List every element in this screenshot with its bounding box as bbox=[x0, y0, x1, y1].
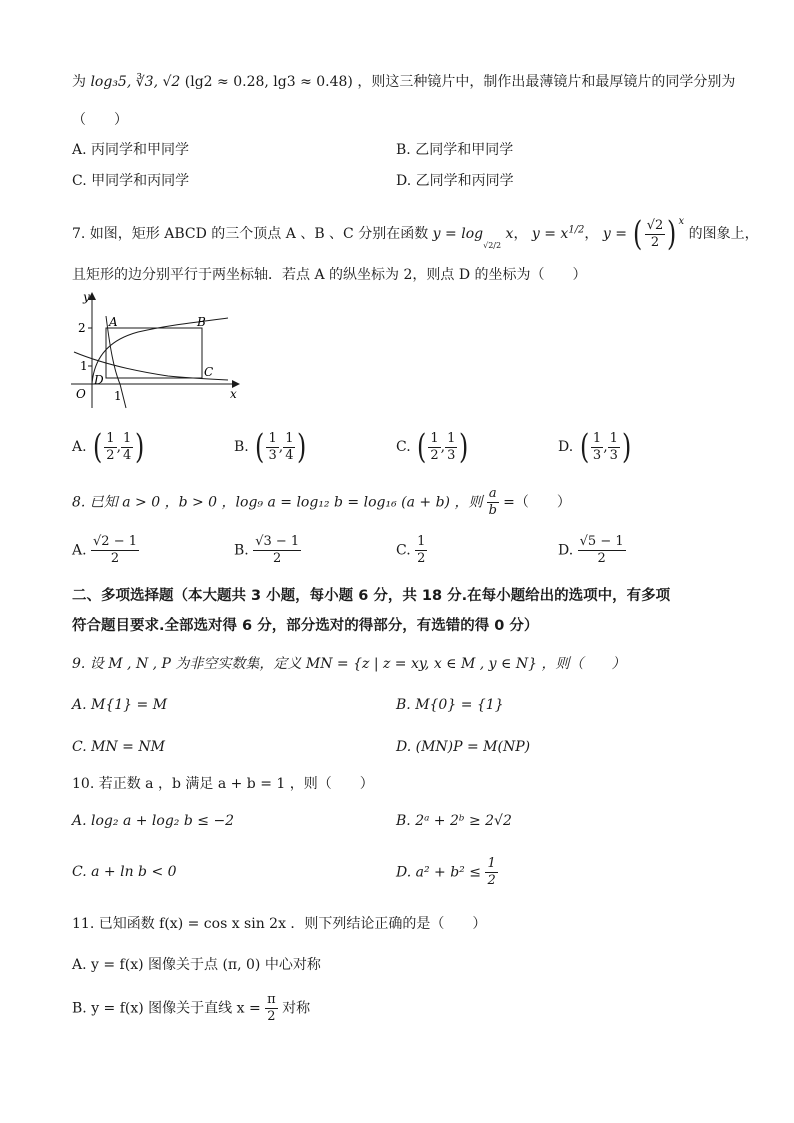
rectangle-abcd bbox=[106, 328, 202, 378]
q11-option-b[interactable]: B. y = f(x) 图像关于直线 x = $\frac{\pi}{2}$ 对称 bbox=[72, 992, 311, 1024]
q9-option-c[interactable]: C. MN = NM bbox=[72, 739, 165, 755]
q6-continuation: 为 log₃5, ∛3, √2 (lg2 ≈ 0.28, lg3 ≈ 0.48) ，则这三种镜片中，制作出最薄镜片和最厚镜片的同学分别为 bbox=[72, 74, 736, 90]
q9-option-a[interactable]: A. M{1} = M bbox=[72, 697, 168, 713]
q7-option-a[interactable]: A. ( $\frac{1}{2}$ , $\frac{1}{4}$ ) bbox=[72, 427, 145, 467]
graph-point-d: D bbox=[94, 373, 104, 387]
q6-option-a[interactable]: A. 丙同学和甲同学 bbox=[72, 142, 190, 158]
q8-stem: 8. 已知 a > 0 ，b > 0 ，log₉ a = log₁₂ b = log₁₆ (a + b) ，则 $\frac{a}{b}$ =（ ） bbox=[72, 486, 571, 518]
graph-label-origin: O bbox=[76, 387, 86, 401]
q9-option-b[interactable]: B. M{0} = {1} bbox=[396, 697, 504, 713]
q11-option-a[interactable]: A. y = f(x) 图像关于点 (π, 0) 中心对称 bbox=[72, 957, 321, 973]
q8-option-d[interactable]: D. $\frac{√5 - 1}{2}$ bbox=[558, 534, 624, 566]
q8-option-b[interactable]: B. $\frac{√3 - 1}{2}$ bbox=[234, 534, 300, 566]
q8-option-a[interactable]: A. $\frac{√2 - 1}{2}$ bbox=[72, 534, 137, 566]
section-2-heading-line2: 符合题目要求.全部选对得 6 分，部分选对的得部分，有选错的得 0 分） bbox=[72, 618, 539, 634]
section-2-heading-line1: 二、多项选择题（本大题共 3 小题，每小题 6 分，共 18 分.在每小题给出的选项中，有多项 bbox=[72, 588, 671, 604]
q7-option-b[interactable]: B. ( $\frac{1}{3}$ , $\frac{1}{4}$ ) bbox=[234, 427, 307, 467]
q7-log-base: √2/2 bbox=[483, 241, 502, 250]
q8-fraction: $\frac{a}{b}$ bbox=[488, 486, 497, 518]
graph-label-y: y bbox=[83, 290, 90, 304]
q11-stem: 11. 已知函数 f(x) = cos x sin 2x ．则下列结论正确的是（ ） bbox=[72, 916, 487, 932]
q10-stem: 10. 若正数 a ，b 满足 a + b = 1 ，则（ ） bbox=[72, 776, 374, 792]
q7-f3-fraction: $\frac{√2}{2}$ bbox=[646, 217, 664, 250]
graph-point-c: C bbox=[204, 365, 214, 379]
graph-tick-y1: 1 bbox=[80, 359, 88, 373]
q6-option-d[interactable]: D. 乙同学和丙同学 bbox=[396, 173, 514, 189]
graph-point-a: A bbox=[109, 315, 118, 329]
q9-option-d[interactable]: D. (MN)P = M(NP) bbox=[396, 739, 531, 755]
q10-option-b[interactable]: B. 2ᵃ + 2ᵇ ≥ 2√2 bbox=[396, 813, 512, 829]
q10-option-c[interactable]: C. a + ln b < 0 bbox=[72, 864, 177, 880]
q7-stem-line2: 且矩形的边分别平行于两坐标轴．若点 A 的纵坐标为 2，则点 D 的坐标为（ ） bbox=[72, 267, 587, 283]
q7-option-d[interactable]: D. ( $\frac{1}{3}$ , $\frac{1}{3}$ ) bbox=[558, 427, 632, 467]
q10-option-d[interactable]: D. a² + b² ≤ $\frac{1}{2}$ bbox=[396, 856, 496, 888]
q10-option-a[interactable]: A. log₂ a + log₂ b ≤ −2 bbox=[72, 813, 235, 829]
q6-option-c[interactable]: C. 甲同学和丙同学 bbox=[72, 173, 190, 189]
graph-tick-y2: 2 bbox=[78, 321, 86, 335]
q6-option-b[interactable]: B. 乙同学和甲同学 bbox=[396, 142, 514, 158]
graph-label-x: x bbox=[230, 387, 237, 401]
q7-graph bbox=[68, 288, 248, 410]
graph-tick-x1: 1 bbox=[114, 389, 122, 403]
graph-point-b: B bbox=[197, 315, 206, 329]
q7-option-c[interactable]: C. ( $\frac{1}{2}$ , $\frac{1}{3}$ ) bbox=[396, 427, 469, 467]
q8-option-c[interactable]: C. $\frac{1}{2}$ bbox=[396, 534, 426, 566]
q6-answer-paren: （ ） bbox=[72, 112, 128, 128]
q7-stem-line1: 7. 如图，矩形 ABCD 的三个顶点 A 、B 、C 分别在函数 y = log√2/2 x， $y = x^{1/2}$， y = ( $\frac{√2}{2}$ ) $^x$ 的图象上， bbox=[72, 214, 759, 254]
q9-stem: 9. 设 M , N , P 为非空实数集，定义 MN = {z | z = xy, x ∈ M , y ∈ N} ，则（ ） bbox=[72, 656, 626, 672]
